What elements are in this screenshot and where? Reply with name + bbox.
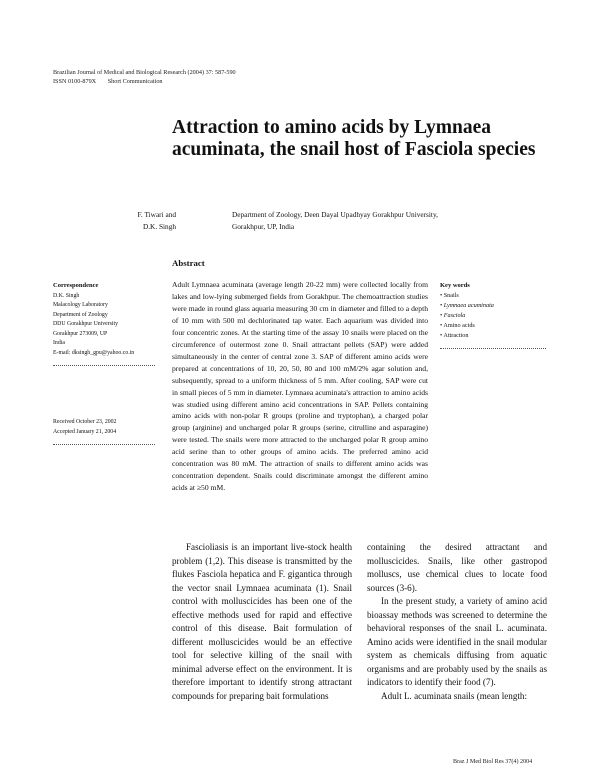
correspondence-line: D.K. Singh <box>53 292 80 299</box>
keyword-item: • Fasciola <box>440 312 466 319</box>
keyword-item: • Snails <box>440 292 459 299</box>
article-type: Short Communication <box>107 78 163 85</box>
body-paragraph: Adult L. acuminata snails (mean length: <box>381 690 527 701</box>
received-date: Received October 23, 2002 <box>53 419 117 425</box>
correspondence-line: Gorakhpur 273009, UP <box>53 330 108 337</box>
keyword-item: • Lymnaea acuminata <box>440 302 494 309</box>
journal-citation: Brazilian Journal of Medical and Biological Research (2004) 37: 587-590 <box>53 69 236 76</box>
author-1: F. Tiwari and <box>137 210 176 219</box>
body-column-left <box>172 541 352 703</box>
abstract-text: Adult Lymnaea acuminata (average length 20-22 mm) were collected locally from lakes and low-lying submerged fields from Gorakhpur. The chemoattraction studies were made in round glass aquaria measuring 30 cm in diameter and filled to a depth of 10 mm with 500 ml dechlorinated tap water. Each aquarium was divided into four concentric zones. At the starting time of the assay 10 snails were placed on the circumference of outermost zone 0. Snail attractant pellets (SAP) were added simultaneously in the center of central zone 3. SAP of different amino acids were prepared at concentrations of 10, 20, 50, 80 and 100 mM/2% agar solution and, subsequently, spread to a uniform thickness of 5 mm. After cooling, SAP were cut in small pieces of 5 mm in diameter. Lymnaea acuminata's attraction to amino acids was studied using different amino acid concentrations in SAP. Pellets containing amino acids with non-polar R groups (proline and tryptophan), a charged polar group (arginine) and uncharged polar R groups (serine, citrulline and asparagine) were tested. The snails were more attracted to the uncharged polar R group amino acid serine than to other groups of amino acids. The preferred amino acid concentration was 80 mM. The attraction of snails to different amino acids was concentration dependent. Snails could discriminate amongst the different amino acids at ≥50 mM. <box>172 280 428 493</box>
correspondence-block <box>53 281 157 366</box>
correspondence-line: Malacology Laboratory <box>53 302 108 308</box>
divider <box>53 362 155 366</box>
divider <box>440 345 546 349</box>
abstract-heading: Abstract <box>172 258 205 268</box>
correspondence-line: Department of Zoology <box>53 311 108 318</box>
article-title-text: Attraction to amino acids by Lymnaea acuminata, the snail host of Fasciola species <box>172 117 536 160</box>
correspondence-line: India <box>53 340 65 346</box>
affiliation <box>232 209 517 233</box>
journal-header <box>53 68 236 86</box>
affiliation-line-1: Department of Zoology, Deen Dayal Upadhyay Gorakhpur University, <box>232 210 438 219</box>
article-title <box>172 117 552 161</box>
body-paragraph: containing the desired attractant and molluscicides. Snails, like other gastropod molluscs, use chemical clues to locate food sources (3-6). <box>367 542 547 593</box>
page-footer: Braz J Med Biol Res 37(4) 2004 <box>453 759 533 765</box>
affiliation-line-2: Gorakhpur, UP, India <box>232 222 295 231</box>
issn: ISSN 0100-879X <box>53 78 97 85</box>
correspondence-email[interactable]: E-mail: dksingh_gpu@yahoo.co.in <box>53 349 135 356</box>
author-2: D.K. Singh <box>142 222 176 231</box>
keyword-item: • Attraction <box>440 332 469 339</box>
accepted-date: Accepted January 21, 2004 <box>53 428 117 435</box>
body-column-right <box>367 541 547 703</box>
divider <box>53 441 155 445</box>
authors <box>100 209 176 233</box>
keywords-heading: Key words <box>440 282 470 289</box>
correspondence-heading: Correspondence <box>53 282 99 289</box>
body-paragraph: In the present study, a variety of amino acid bioassay methods was screened to determine the behavioral responses of the snail L. acuminata. Amino acids were identified in the snail modular system as chemicals diffusing from aquatic organisms and are probably used by the snails as indicators to identify their food (7). <box>367 596 547 687</box>
dates-block <box>53 418 157 445</box>
body-paragraph: Fascioliasis is an important live-stock health problem (1,2). This disease is transmitted by the flukes Fasciola hepatica and F. gigantica through the vector snail Lymnaea acuminata (1). Snail control with molluscicides has been one of the effective methods used for rapid and effective control of this disease. Bait formulation of different molluscicides would be an effective tool for selective killing of the snail with minimal adverse effect on the environment. It is therefore important to identify strong attractant compounds for preparing bait formulations <box>172 542 352 701</box>
correspondence-line: DDU Gorakhpur University <box>53 321 119 327</box>
keywords-block <box>440 281 548 349</box>
keywords-list <box>440 291 548 341</box>
keyword-item: • Amino acids <box>440 322 475 329</box>
